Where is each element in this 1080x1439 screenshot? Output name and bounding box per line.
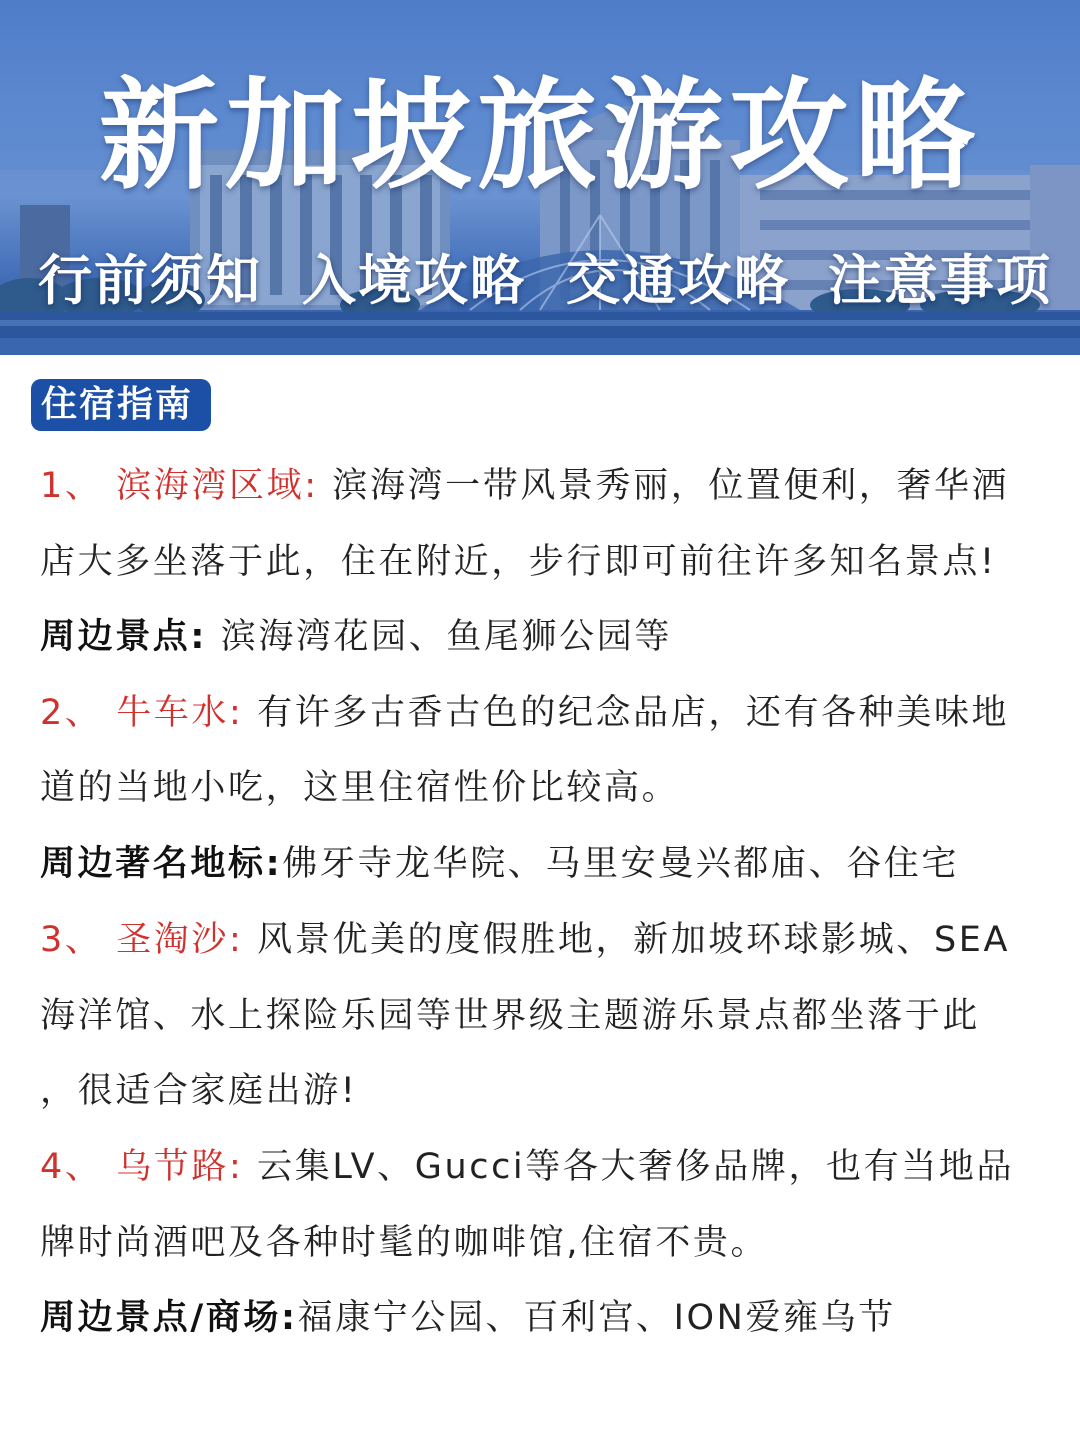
entry-place: 滨海湾区域: [116, 466, 319, 506]
topic-entry: 入境攻略 [302, 249, 526, 312]
topic-transport: 交通攻略 [566, 249, 790, 312]
entry-2-line-1 [40, 685, 1050, 735]
entry-4-line-1 [40, 1139, 1050, 1189]
entry-place: 牛车水: [116, 693, 244, 733]
entry-number: 4、 [40, 1147, 103, 1187]
nearby-label: 周边著名地标: [40, 844, 283, 884]
topic-notes: 注意事项 [828, 249, 1052, 312]
hero-banner [0, 0, 1080, 355]
entry-number: 2、 [40, 693, 103, 733]
entry-4-nearby [40, 1290, 1050, 1340]
section-badge: 住宿指南 [31, 379, 211, 431]
hero-topic-row [0, 238, 1080, 312]
entry-1-line-2: 店大多坐落于此，住在附近，步行即可前往许多知名景点! [40, 542, 997, 582]
nearby-text: 滨海湾花园、鱼尾狮公园等 [220, 617, 672, 657]
entry-number: 1、 [40, 466, 103, 506]
entry-text: 滨海湾一带风景秀丽，位置便利，奢华酒 [332, 466, 1010, 506]
entry-4-line-2: 牌时尚酒吧及各种时髦的咖啡馆,住宿不贵。 [40, 1223, 769, 1263]
entry-3-line-1 [40, 912, 1050, 962]
topic-pre-trip: 行前须知 [38, 249, 262, 312]
entry-place: 圣淘沙: [116, 920, 244, 960]
entry-1-nearby [40, 609, 1050, 659]
entry-text: 云集LV、Gucci等各大奢侈品牌，也有当地品 [257, 1147, 1015, 1187]
hero-title: 新加坡旅游攻略 [99, 67, 981, 206]
nearby-text: 佛牙寺龙华院、马里安曼兴都庙、谷住宅 [282, 844, 960, 884]
entry-number: 3、 [40, 920, 103, 960]
entry-2-nearby [40, 836, 1050, 886]
entry-place: 乌节路: [116, 1147, 244, 1187]
entry-2-line-2: 道的当地小吃，这里住宿性价比较高。 [40, 768, 680, 808]
entry-text: 有许多古香古色的纪念品店，还有各种美味地 [257, 693, 1010, 733]
nearby-text: 福康宁公园、百利宫、ION爱雍乌节 [297, 1298, 896, 1338]
nearby-label: 周边景点/商场: [40, 1298, 298, 1338]
nearby-label: 周边景点: [40, 617, 207, 657]
entry-3-line-3: ，很适合家庭出游! [40, 1071, 358, 1111]
entry-1-line-1 [40, 458, 1050, 508]
entry-3-line-2: 海洋馆、水上探险乐园等世界级主题游乐景点都坐落于此 [40, 996, 981, 1036]
entry-text: 风景优美的度假胜地，新加坡环球影城、SEA [257, 920, 1011, 960]
